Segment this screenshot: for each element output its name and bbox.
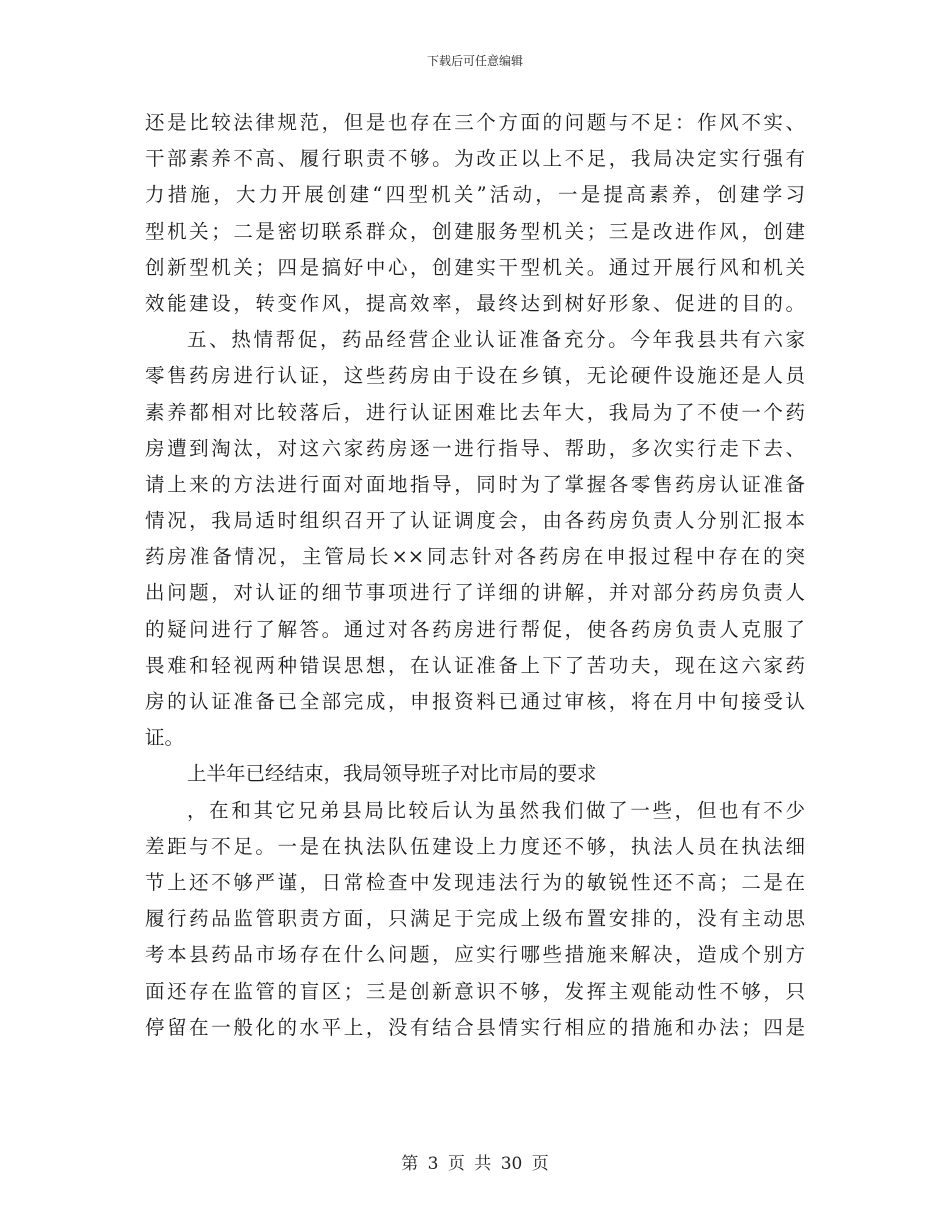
text-line: 五、热情帮促，药品经营企业认证准备充分。今年我县共有六家 <box>187 328 805 352</box>
text-line: 出问题，对认证的细节事项进行了详细的讲解，并对部分药房负责人 <box>145 581 805 605</box>
page-number-footer: 第 3 页 共 30 页 <box>401 1154 549 1174</box>
text-line: 停留在一般化的水平上，没有结合县情实行相应的措施和办法；四是 <box>145 1015 805 1039</box>
text-line: 创新型机关；四是搞好中心，创建实干型机关。通过开展行风和机关 <box>145 255 805 279</box>
text-line: 请上来的方法进行面对面地指导，同时为了掌握各零售药房认证准备 <box>145 472 805 496</box>
text-line: 零售药房进行认证，这些药房由于设在乡镇，无论硬件设施还是人员 <box>145 364 805 388</box>
text-line: 履行药品监管职责方面，只满足于完成上级布置安排的，没有主动思 <box>145 907 805 931</box>
text-line: 药房准备情况，主管局长××同志针对各药房在申报过程中存在的突 <box>145 545 805 569</box>
document-body <box>145 105 805 1046</box>
text-line: 型机关；二是密切联系群众，创建服务型机关；三是改进作风，创建 <box>145 219 805 243</box>
text-line: 面还存在监管的盲区；三是创新意识不够，发挥主观能动性不够，只 <box>145 979 805 1003</box>
text-line: 房的认证准备已全部完成，申报资料已通过审核，将在月中旬接受认 <box>145 690 805 713</box>
page-header-note: 下载后可任意编辑 <box>426 54 523 68</box>
text-line: 房遭到淘汰，对这六家药房逐一进行指导、帮助，多次实行走下去、 <box>145 436 805 460</box>
text-line: 证。 <box>145 726 185 750</box>
text-line: 情况，我局适时组织召开了认证调度会，由各药房负责人分别汇报本 <box>145 509 805 533</box>
text-line: 考本县药品市场存在什么问题，应实行哪些措施来解决，造成个别方 <box>145 943 805 967</box>
text-line: 还是比较法律规范，但是也存在三个方面的问题与不足：作风不实、 <box>145 111 805 134</box>
text-line: 上半年已经结束，我局领导班子对比市局的要求 <box>187 762 597 786</box>
text-line: 差距与不足。一是在执法队伍建设上力度还不够，执法人员在执法细 <box>145 834 805 858</box>
text-line: 畏难和轻视两种错误思想，在认证准备上下了苦功夫，现在这六家药 <box>145 653 805 677</box>
text-line: 节上还不够严谨，日常检查中发现违法行为的敏锐性还不高；二是在 <box>145 870 805 894</box>
text-line: ，在和其它兄弟县局比较后认为虽然我们做了一些，但也有不少 <box>187 798 805 822</box>
text-line: 干部素养不高、履行职责不够。为改正以上不足，我局决定实行强有 <box>145 147 805 171</box>
text-line: 力措施，大力开展创建“四型机关”活动，一是提高素养，创建学习 <box>145 183 805 207</box>
text-line: 效能建设，转变作风，提高效率，最终达到树好形象、促进的目的。 <box>145 291 805 315</box>
text-line: 的疑问进行了解答。通过对各药房进行帮促，使各药房负责人克服了 <box>145 617 805 641</box>
text-line: 素养都相对比较落后，进行认证困难比去年大，我局为了不使一个药 <box>145 400 805 424</box>
